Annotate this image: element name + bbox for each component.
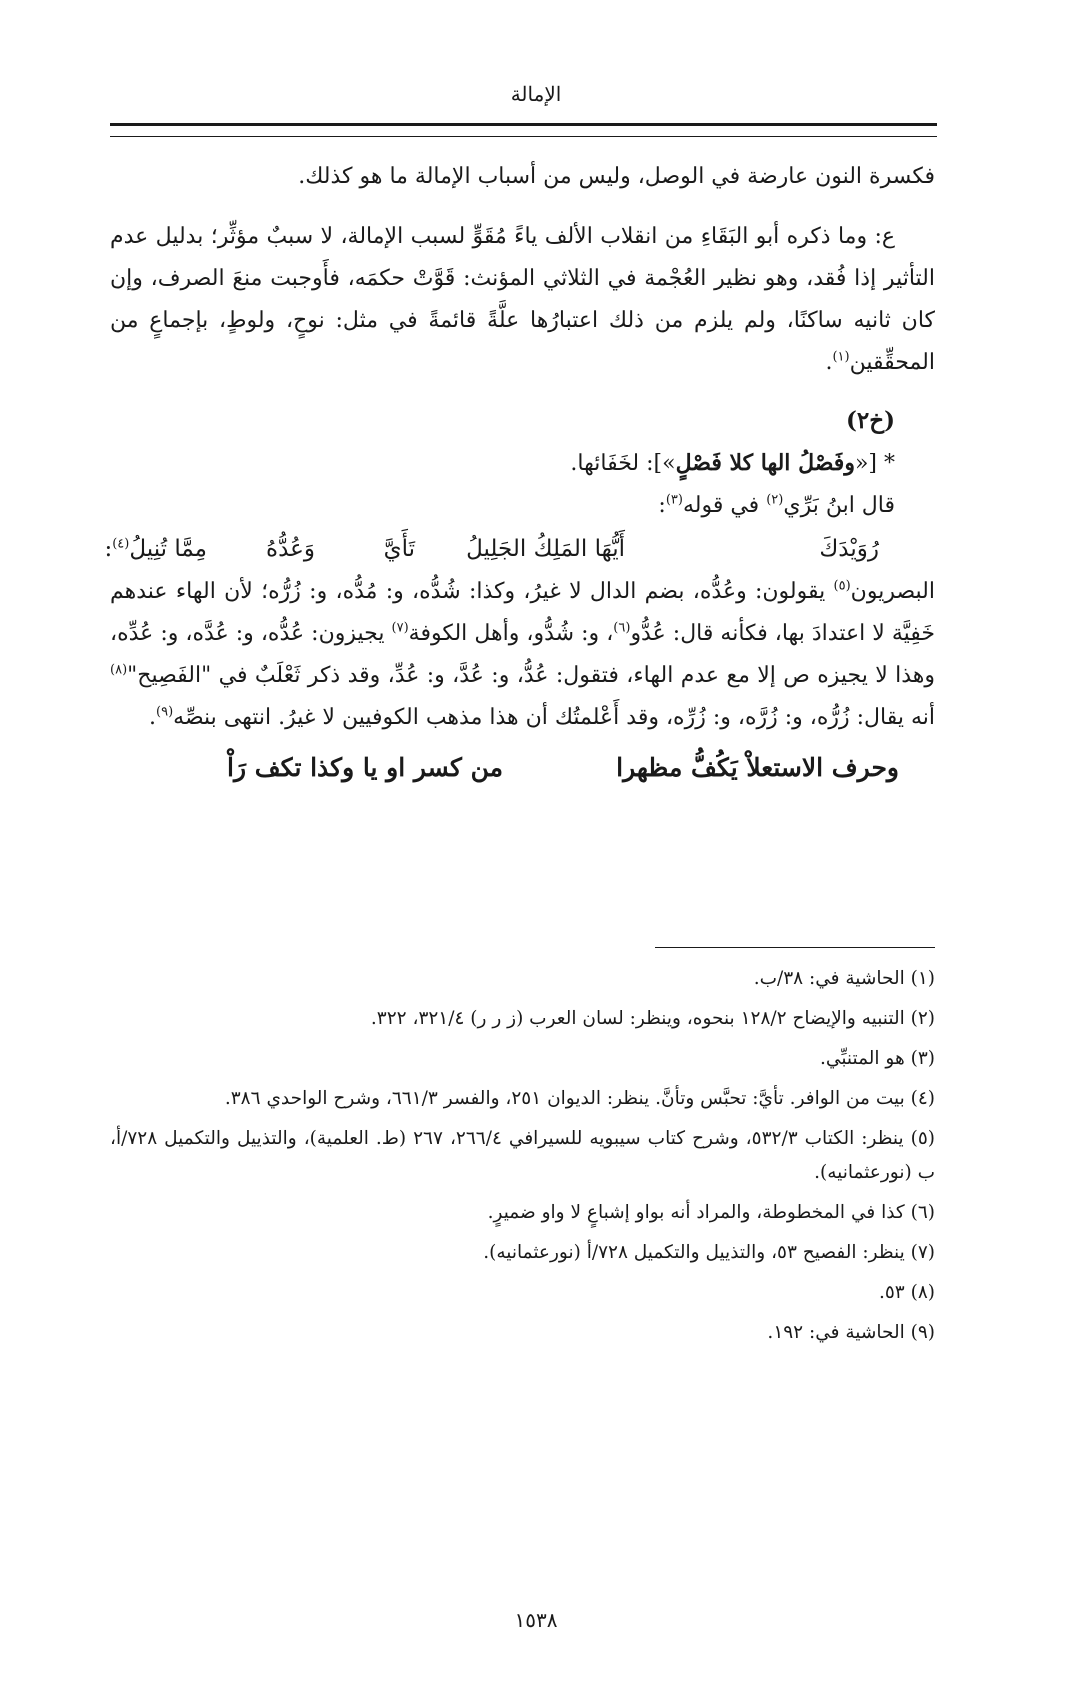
footnote-9: (٩) الحاشية في: ١٩٢.	[767, 1322, 935, 1343]
footnote-2: (٢) التنبيه والإيضاح ١٢٨/٢ بنحوه، وينظر: لسان العرب (ز ر ر) ٣٢١/٤، ٣٢٢.	[370, 1008, 935, 1029]
quoted-phrase: وفَصْلُ الها كلا فَصْلٍ	[675, 450, 855, 476]
verse-word-5-text: مِمَّا تُنِيلُ	[129, 536, 207, 562]
paragraph-3-d: يجيزون: عُدُّه، و: عُدَّه، و: عُدِّه، وهذا لا يجيزه ص إلا مع عدم الهاء، فتقول: عُدُّ، و: عُدَّ، و: عُدِّ، وقد ذكر ثَعْلَبٌ في "الفَصِيح"	[110, 621, 935, 688]
paragraph-3-e: أنه يقال: زُرُّه، و: زُرَّه، و: زُرِّه، وقد أَعْلمتُك أن هذا مذهب الكوفيين لا غيرُ. انتهى بنصِّه	[173, 705, 935, 730]
footnote-7: (٧) ينظر: الفصيح ٥٣، والتذييل والتكميل ٧٢٨/أ (نورعثمانيه).	[483, 1242, 935, 1263]
poetry-verse-1	[104, 527, 935, 571]
footnote-1: (١) الحاشية في: ٣٨/ب.	[753, 968, 935, 989]
paragraph-1: فكسرة النون عارضة في الوصل، وليس من أسباب الإمالة ما هو كذلك.	[298, 164, 935, 189]
footnotes	[110, 962, 935, 1356]
footnote-separator	[655, 947, 935, 948]
verse-word-1: رُوَيْدَكَ	[819, 536, 879, 562]
verse-word-4: وَعُدُّهُ	[266, 536, 315, 562]
footnote-ref-2[interactable]: (٢)	[766, 492, 784, 508]
paragraph-3-f: .	[149, 705, 157, 730]
footnote-ref-4[interactable]: (٤)	[112, 536, 130, 552]
quoted-verse-line	[110, 442, 935, 485]
footnote-5: (٥) ينظر: الكتاب ٥٣٢/٣، وشرح كتاب سيبويه للسيرافي ٢٦٦/٤، ٢٦٧ (ط. العلمية)، والتذييل والتكميل ٧٢٨/أ، ب (نورعثمانيه).	[110, 1128, 935, 1183]
verse-end: :	[104, 536, 113, 562]
paragraph-2-end: .	[825, 350, 833, 375]
footnote-ref-3[interactable]: (٣)	[665, 492, 683, 508]
verse-2-hemistich-1: وحرف الاستعلاْ يَكُفُّ مظهرا	[616, 753, 899, 782]
paragraph-3	[110, 571, 935, 739]
header-rule-thin	[110, 136, 937, 137]
verse-word-3: تَأَيَّ	[383, 536, 415, 562]
poetry-verse-2	[110, 743, 935, 793]
manuscript-marker: (خ٢)	[846, 407, 895, 434]
footnote-8: (٨) ٥٣.	[878, 1282, 935, 1303]
header-rule-thick	[110, 123, 937, 126]
paragraph-3-b: يقولون: وعُدُّه، بضم الدال لا غيرُ، وكذا: شُدُّه، و: مُدُّه، و: زُرُّه؛ لأن الهاء عندهم خَفِيَّة لا اعتدادَ بها، فكأنه قال: عُدُّو	[110, 579, 935, 646]
paragraph-2-text: ع: وما ذكره أبو البَقَاءِ من انقلاب الألف ياءً مُقَوٍّ لسبب الإمالة، لا سببٌ مؤثِّر؛ بدليل عدم التأثير إذا فُقد، وهو نظير العُجْمة في الثلاثي المؤنث: قَوَّتْ حكمَه، فأَوجبت منعَ الصرف، وإن كان ثانيه ساكنًا، ولم يلزم من ذلك اعتبارُها علَّةً قائمةً في مثل: نوحٍ، ولوطٍ، بإجماعٍ من المحقِّقين	[110, 224, 935, 375]
paragraph-2	[110, 216, 935, 384]
paragraph-3-c: ، و: شُدُّو، وأهل الكوفة	[408, 621, 614, 646]
footnote-ref-9[interactable]: (٩)	[156, 704, 174, 720]
footnote-ref-6[interactable]: (٦)	[613, 620, 631, 636]
running-title: الإمالة	[510, 82, 562, 106]
footnote-4: (٤) بيت من الوافر. تأيَّ: تحبَّس وتأنَّ. ينظر: الديوان ٢٥١، والفسر ٦٦١/٣، وشرح الواحدي ٣٨٦.	[224, 1088, 935, 1109]
quote-open: * [«	[854, 451, 895, 476]
source-line	[110, 485, 935, 527]
footnote-3: (٣) هو المتنبِّي.	[820, 1048, 935, 1069]
footnote-ref-8[interactable]: (٨)	[110, 662, 128, 678]
source-text-a: قال ابنُ بَرِّي	[783, 493, 895, 518]
paragraph-3-a: البصريون	[850, 579, 935, 604]
verse-word-2: أَيُّهَا المَلِكُ الجَلِيلُ	[466, 536, 625, 562]
source-text-c: :	[658, 493, 666, 518]
footnote-6: (٦) كذا في المخطوطة، والمراد أنه بواو إشباعٍ لا واو ضميرٍ.	[487, 1202, 935, 1223]
footnote-ref-5[interactable]: (٥)	[833, 578, 851, 594]
verse-word-5	[104, 527, 207, 571]
source-text-b: في قوله	[682, 493, 767, 518]
quote-close: »]: لخَفَائها.	[570, 451, 676, 476]
page-number: ١٥٣٨	[514, 1608, 558, 1632]
main-text	[104, 156, 935, 793]
footnote-ref-7[interactable]: (٧)	[391, 620, 409, 636]
footnote-ref-1[interactable]: (١)	[832, 349, 850, 365]
verse-2-hemistich-2: من كسر او يا وكذا تكف رَاْ	[227, 753, 503, 782]
